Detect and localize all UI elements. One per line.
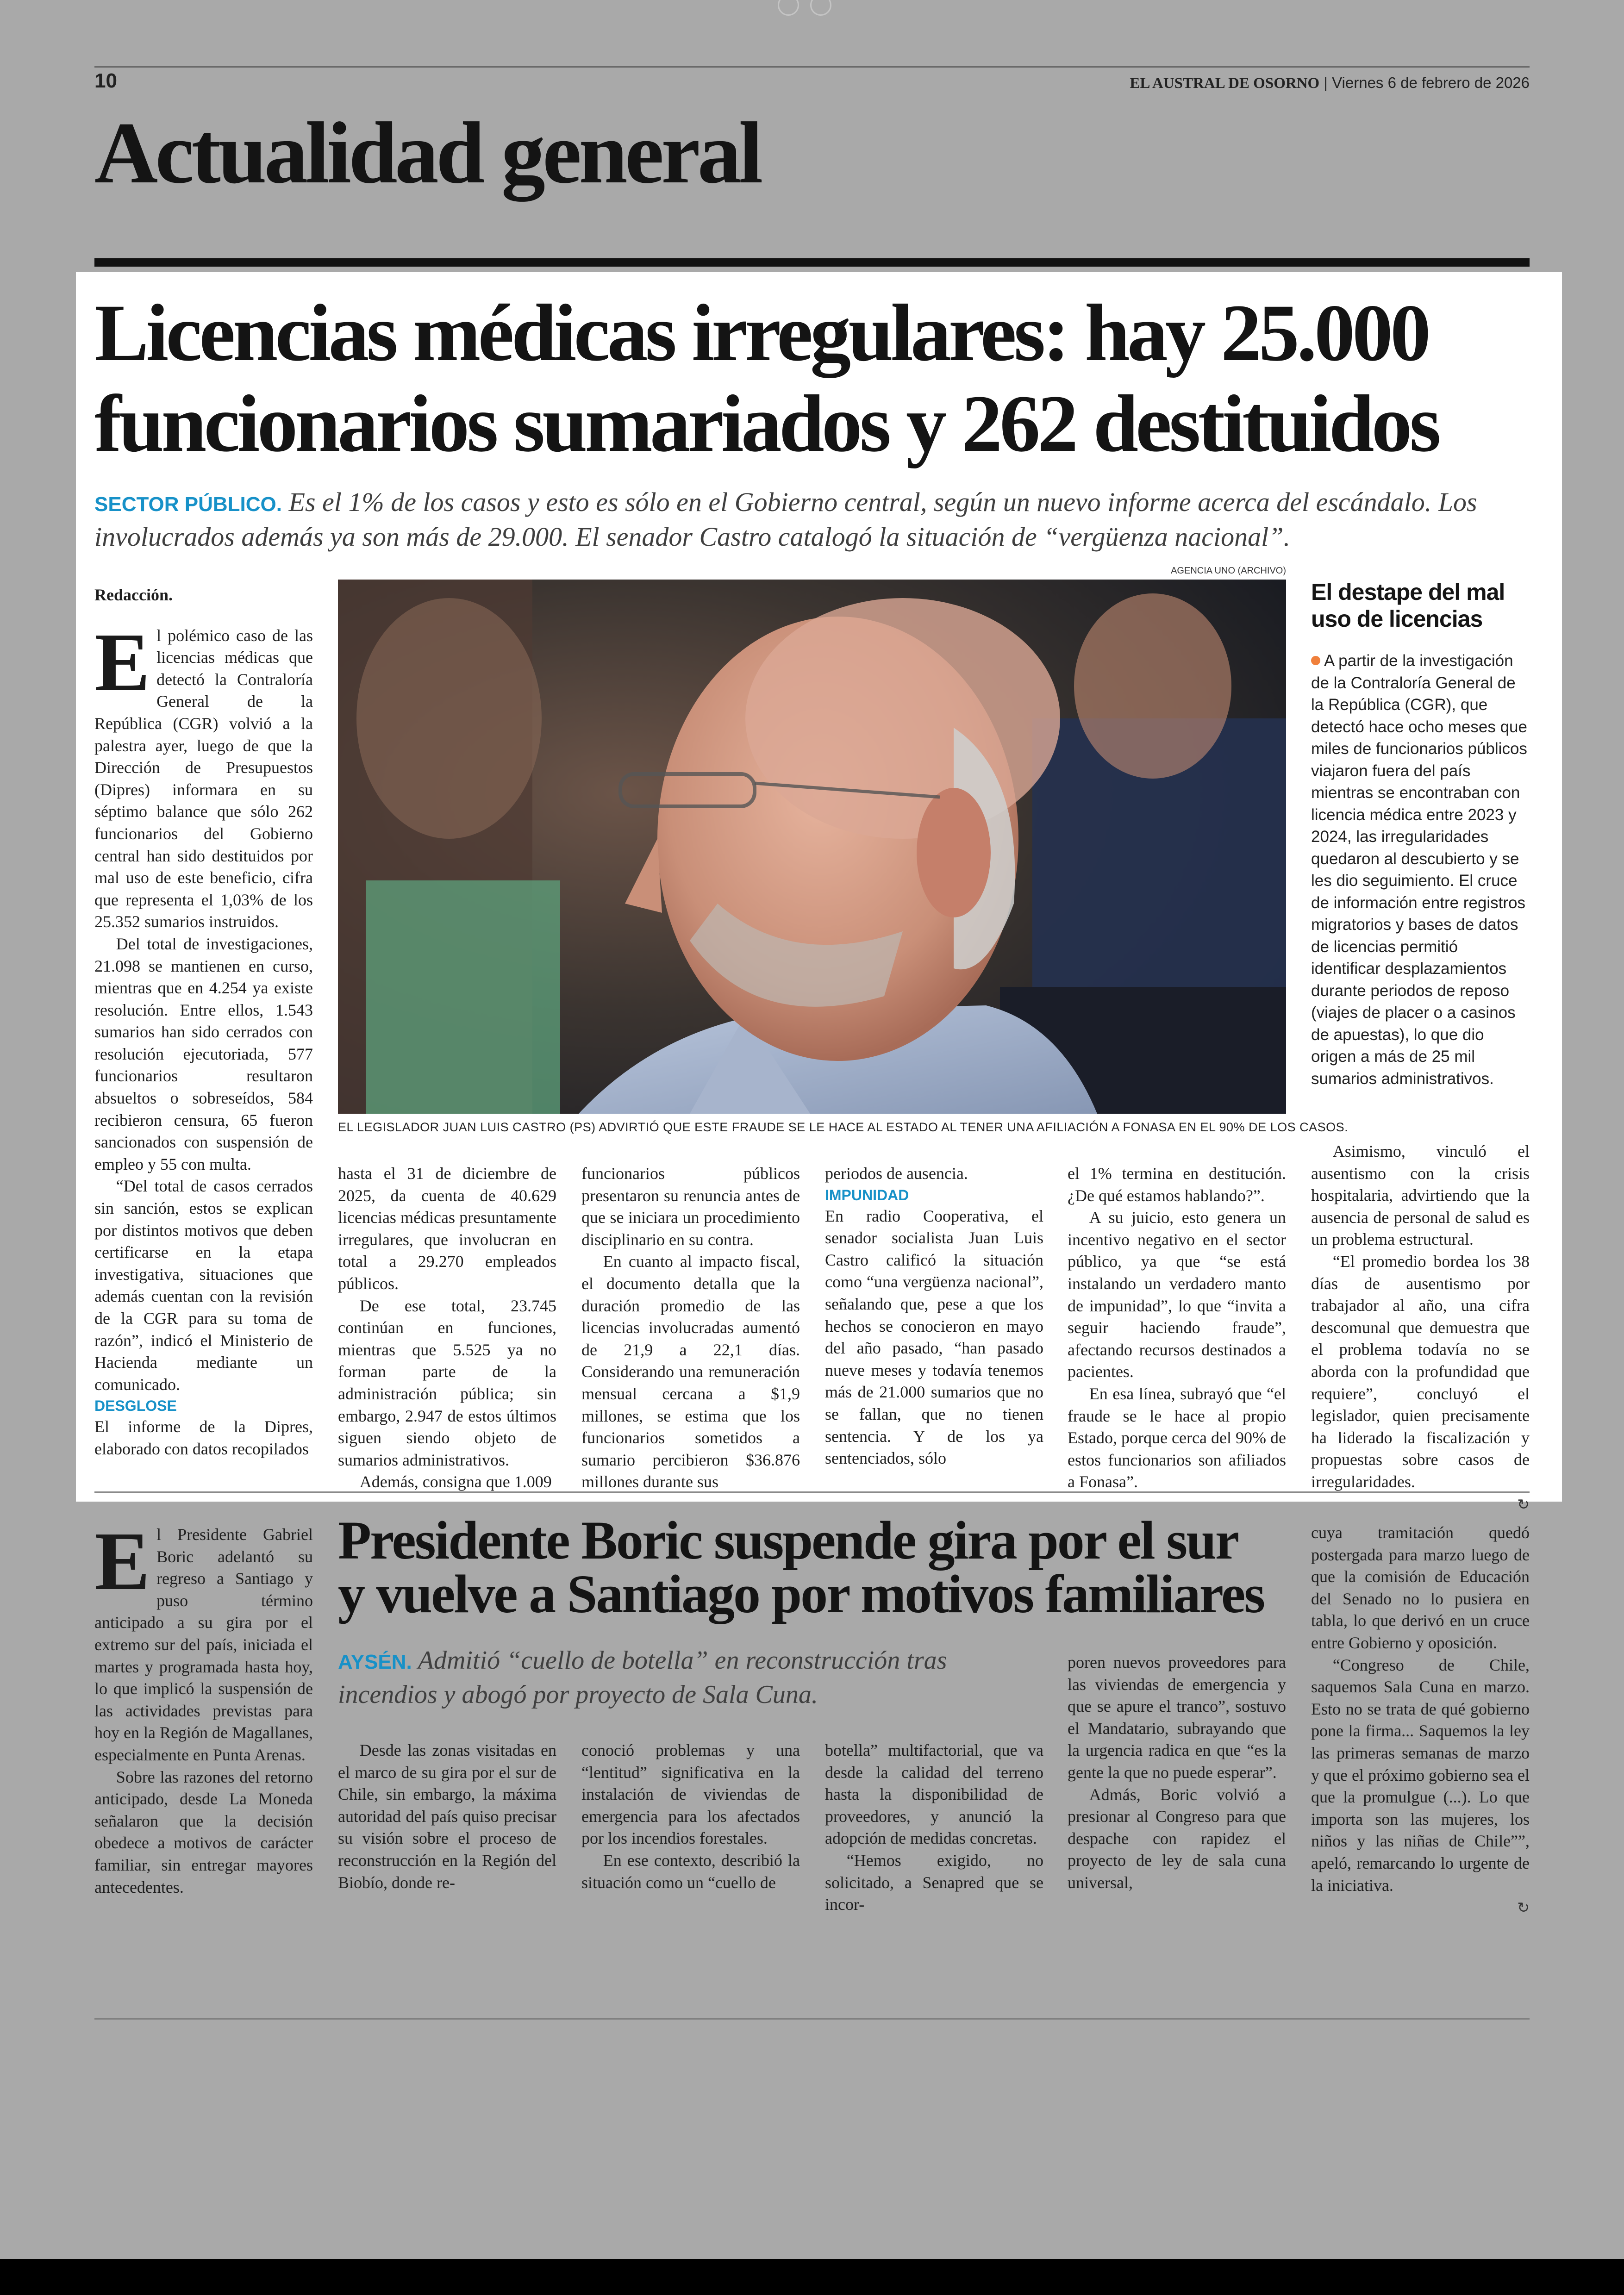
article-headline (94, 288, 1543, 469)
next-page-button[interactable] (810, 0, 831, 16)
deck-tag: SECTOR PÚBLICO. (94, 493, 282, 516)
byline: Redacción. (94, 586, 173, 604)
photo-caption: EL LEGISLADOR JUAN LUIS CASTRO (PS) ADVIRTIÓ QUE ESTE FRAUDE SE LE HACE AL ESTADO AL TENER UNA AFILIACIÓN A FONASA EN EL 90% DE LOS CASOS. (338, 1120, 1349, 1134)
issue-date: Viernes 6 de febrero de 2026 (1332, 74, 1530, 91)
page-nav-controls (778, 0, 843, 14)
paragraph: Admás, Boric volvió a presionar al Congreso para que despache con rapidez el proyecto de ley de sala cuna universal, (1068, 1785, 1286, 1892)
article-separator (94, 1491, 1530, 1493)
page-number: 10 (94, 69, 117, 92)
article-deck (94, 486, 1530, 553)
article-column-3 (581, 1163, 800, 1493)
paragraph: En ese contexto, describió la situación como un “cuello de (581, 1851, 800, 1892)
article-column-2 (338, 1163, 556, 1493)
sidebar-box (1311, 650, 1530, 1090)
header-rule (94, 66, 1530, 68)
subheading-desglose: DESGLOSE (94, 1397, 177, 1415)
article-column-6 (1311, 1141, 1530, 1515)
article2-headline (338, 1510, 1301, 1624)
article-column-1 (94, 584, 313, 1460)
article2-deck (338, 1644, 1042, 1711)
paragraph: conoció problemas y una “lentitud” significativa en la instalación de viviendas de emergencia para los afectados por los incendios forestales. (581, 1741, 800, 1848)
paragraph: hasta el 31 de diciembre de 2025, da cuenta de 40.629 licencias médicas presuntamente irregulares, que involucran en total a 29.270 empleados públicos. (338, 1164, 556, 1293)
photo-credit: AGENCIA UNO (ARCHIVO) (1171, 566, 1286, 576)
paragraph: El informe de la Dipres, elaborado con datos recopilados (94, 1417, 313, 1458)
deck-text: Es el 1% de los casos y esto es sólo en el Gobierno central, según un nuevo informe acerca del escándalo. Los involucrados además ya son más de 29.000. El senador Castro catalogó la situación de “vergüenza nacional”. (94, 487, 1477, 552)
newspaper-name: EL AUSTRAL DE OSORNO (1130, 75, 1320, 92)
paragraph: funcionarios públicos presentaron su renuncia antes de que se iniciara un procedimiento disciplinario en su contra. (581, 1164, 800, 1249)
sidebar-title: El destape del mal uso de licencias (1311, 579, 1505, 632)
paragraph: De ese total, 23.745 continúan en funciones, mientras que 5.525 ya no forman parte de la administración pública; sin embargo, 2.947 de estos últimos siguen siendo objeto de sumarios administrativos. (338, 1296, 556, 1469)
paragraph: l Presidente Gabriel Boric adelantó su regreso a Santiago y puso término anticipado a su gira por el extremo sur del país, iniciada el martes y programada hasta hoy, lo que implicó la suspensión de las actividades previstas para hoy en la Región de Magallanes, especialmente en Punta Arenas. (94, 1525, 313, 1764)
deck-tag: AYSÉN. (338, 1651, 412, 1673)
paragraph: Además, consigna que 1.009 (359, 1472, 552, 1491)
paragraph: “Hemos exigido, no solicitado, a Senapred que se incor- (825, 1851, 1043, 1914)
article2-column-5 (1068, 1652, 1286, 1894)
headline-line-2: funcionarios sumariados y 262 destituidos (94, 379, 1438, 469)
subheading-impunidad: IMPUNIDAD (825, 1186, 909, 1204)
deck-text: Admitió “cuello de botella” en reconstrucción tras incendios y abogó por proyecto de Sala Cuna. (338, 1646, 947, 1709)
paragraph: En cuanto al impacto fiscal, el documento detalla que la duración promedio de las licencias involucradas aumentó de 21,9 a 22,1 días. Considerando una remuneración mensual cercana a $1,9 millones, se estima que los funcionarios sometidos a sumario percibieron $36.876 millones durante sus (581, 1252, 800, 1491)
paragraph: poren nuevos proveedores para las viviendas de emergencia y que se apure el tranco”, sostuvo el Mandatario, subrayando que la urgencia radica en que “es la gente la que no puede esperar”. (1068, 1653, 1286, 1782)
end-mark-icon: ↻ (1517, 1899, 1530, 1917)
paragraph: “Congreso de Chile, saquemos Sala Cuna en marzo. Esto no se trata de qué gobierno pone la firma... Saquemos la ley las primeras semanas de marzo y que el próximo gobierno sea el que la promulgue (...). Lo que importa son las mujeres, los niños y las niñas de Chile””, apeló, remarcando lo urgente de la iniciativa. (1311, 1655, 1530, 1895)
paragraph: “El promedio bordea los 38 días de ausentismo por trabajador al año, una cifra descomunal que demuestra que el problema todavía no se aborda con la profundidad que requiere”, concluyó el legislador, quien precisamente ha liderado la fiscalización y propuestas sobre casos de irregularidades. (1311, 1252, 1530, 1491)
paragraph: botella” multifactorial, que va desde la calidad del terreno hasta la disponibilidad de proveedores, y anunció la adopción de medidas concretas. (825, 1741, 1043, 1848)
drop-cap: E (94, 1515, 150, 1607)
article2-column-3 (581, 1740, 800, 1894)
paragraph: cuya tramitación quedó postergada para marzo luego de que la comisión de Educación del Senado no lo pusiera en tabla, lo que derivó en un cruce entre Gobierno y oposición. (1311, 1523, 1530, 1652)
drop-cap: E (94, 616, 150, 708)
headline-line-1: Presidente Boric suspende gira por el sur (338, 1510, 1238, 1571)
section-title: Actualidad general (94, 105, 761, 202)
article-column-4 (825, 1163, 1043, 1470)
paragraph: “Del total de casos cerrados sin sanción, estos se explican por distintos motivos que deben certificarse en la etapa investigativa, situaciones que además cuentan con la revisión de la CGR para su toma de razón”, indicó el Ministerio de Hacienda mediante un comunicado. (94, 1177, 313, 1394)
bottom-bar (0, 2259, 1624, 2295)
article-photo (338, 580, 1286, 1114)
separator: | (1319, 74, 1332, 91)
paragraph: Desde las zonas visitadas en el marco de su gira por el sur de Chile, sin embargo, la máxima autoridad del país quiso precisar su visión sobre el proceso de reconstrucción en la Región del Biobío, donde re- (338, 1741, 556, 1892)
paragraph: A su juicio, esto genera un incentivo negativo en el sector público, ya que “se está instalando un verdadero manto de impunidad”, lo que “invita a seguir haciendo fraude”, afectando recursos destinados a pacientes. (1068, 1208, 1286, 1381)
paragraph: el 1% termina en destitución. ¿De qué estamos hablando?”. (1068, 1164, 1286, 1205)
section-divider (94, 258, 1530, 267)
article2-column-2 (338, 1740, 556, 1894)
portrait-photo (338, 580, 1286, 1114)
article2-column-6 (1311, 1522, 1530, 1919)
paper-info (833, 74, 1530, 92)
article-column-5 (1068, 1163, 1286, 1493)
article2-column-4 (825, 1740, 1043, 1916)
paragraph: Del total de investigaciones, 21.098 se mantienen en curso, mientras que en 4.254 ya existe resolución. Entre ellos, 1.543 sumarios han sido cerrados con resolución ejecutoriada, 577 funcionarios resultaron absueltos o sobreseídos, 584 recibieron censura, 65 fueron sancionados con suspensión de empleo y 55 con multa. (94, 934, 313, 1173)
headline-line-1: Licencias médicas irregulares: hay 25.000 (94, 288, 1428, 378)
bullet-dot-icon (1311, 656, 1320, 665)
end-mark-icon: ↻ (1517, 1495, 1530, 1513)
paragraph: En esa línea, subrayó que “el fraude se le hace al propio Estado, porque cerca del 90% de estos funcionarios son afiliados a Fonasa”. (1068, 1384, 1286, 1491)
paragraph: Asimismo, vinculó el ausentismo con la crisis hospitalaria, advirtiendo que la ausencia de personal de salud es un problema estructural. (1311, 1142, 1530, 1249)
paragraph: En radio Cooperativa, el senador socialista Juan Luis Castro calificó la situación como “una vergüenza nacional”, señalando que, pese a que los hechos se conocieron en mayo del año pasado, “han pasado nueve meses y todavía tenemos más de 21.000 sumarios que no se fallan, que no tienen sentencia. Y de los ya sentenciados, sólo (825, 1206, 1043, 1468)
paragraph: Sobre las razones del retorno anticipado, desde La Moneda señalaron que la decisión obedece a motivos de carácter familiar, sin entregar mayores antecedentes. (94, 1767, 313, 1896)
prev-page-button[interactable] (778, 0, 799, 16)
sidebar-text: A partir de la investigación de la Contraloría General de la República (CGR), que detectó hace ocho meses que miles de funcionarios públicos viajaron fuera del país mientras se encontraban con licencia médica entre 2023 y 2024, las irregularidades quedaron al descubierto y se les dio seguimiento. El cruce de información entre registros migratorios y bases de datos de licencias permitió identificar desplazamientos durante periodos de reposo (viajes de placer o a casinos de apuestas), lo que dio origen a más de 25 mil sumarios administrativos. (1311, 652, 1527, 1088)
paragraph: periodos de ausencia. (825, 1164, 968, 1183)
headline-line-2: y vuelve a Santiago por motivos familiares (338, 1564, 1264, 1624)
article2-column-1 (94, 1515, 313, 1898)
bottom-rule (94, 2018, 1530, 2020)
paragraph: l polémico caso de las licencias médicas que detectó la Contraloría General de la República (CGR) volvió a la palestra ayer, luego de que la Dirección de Presupuestos (Dipres) informara en su séptimo balance que sólo 262 funcionarios del Gobierno central han sido destituidos por mal uso de este beneficio, cifra que representa el 1,03% de los 25.352 sumarios instruidos. (94, 626, 313, 931)
